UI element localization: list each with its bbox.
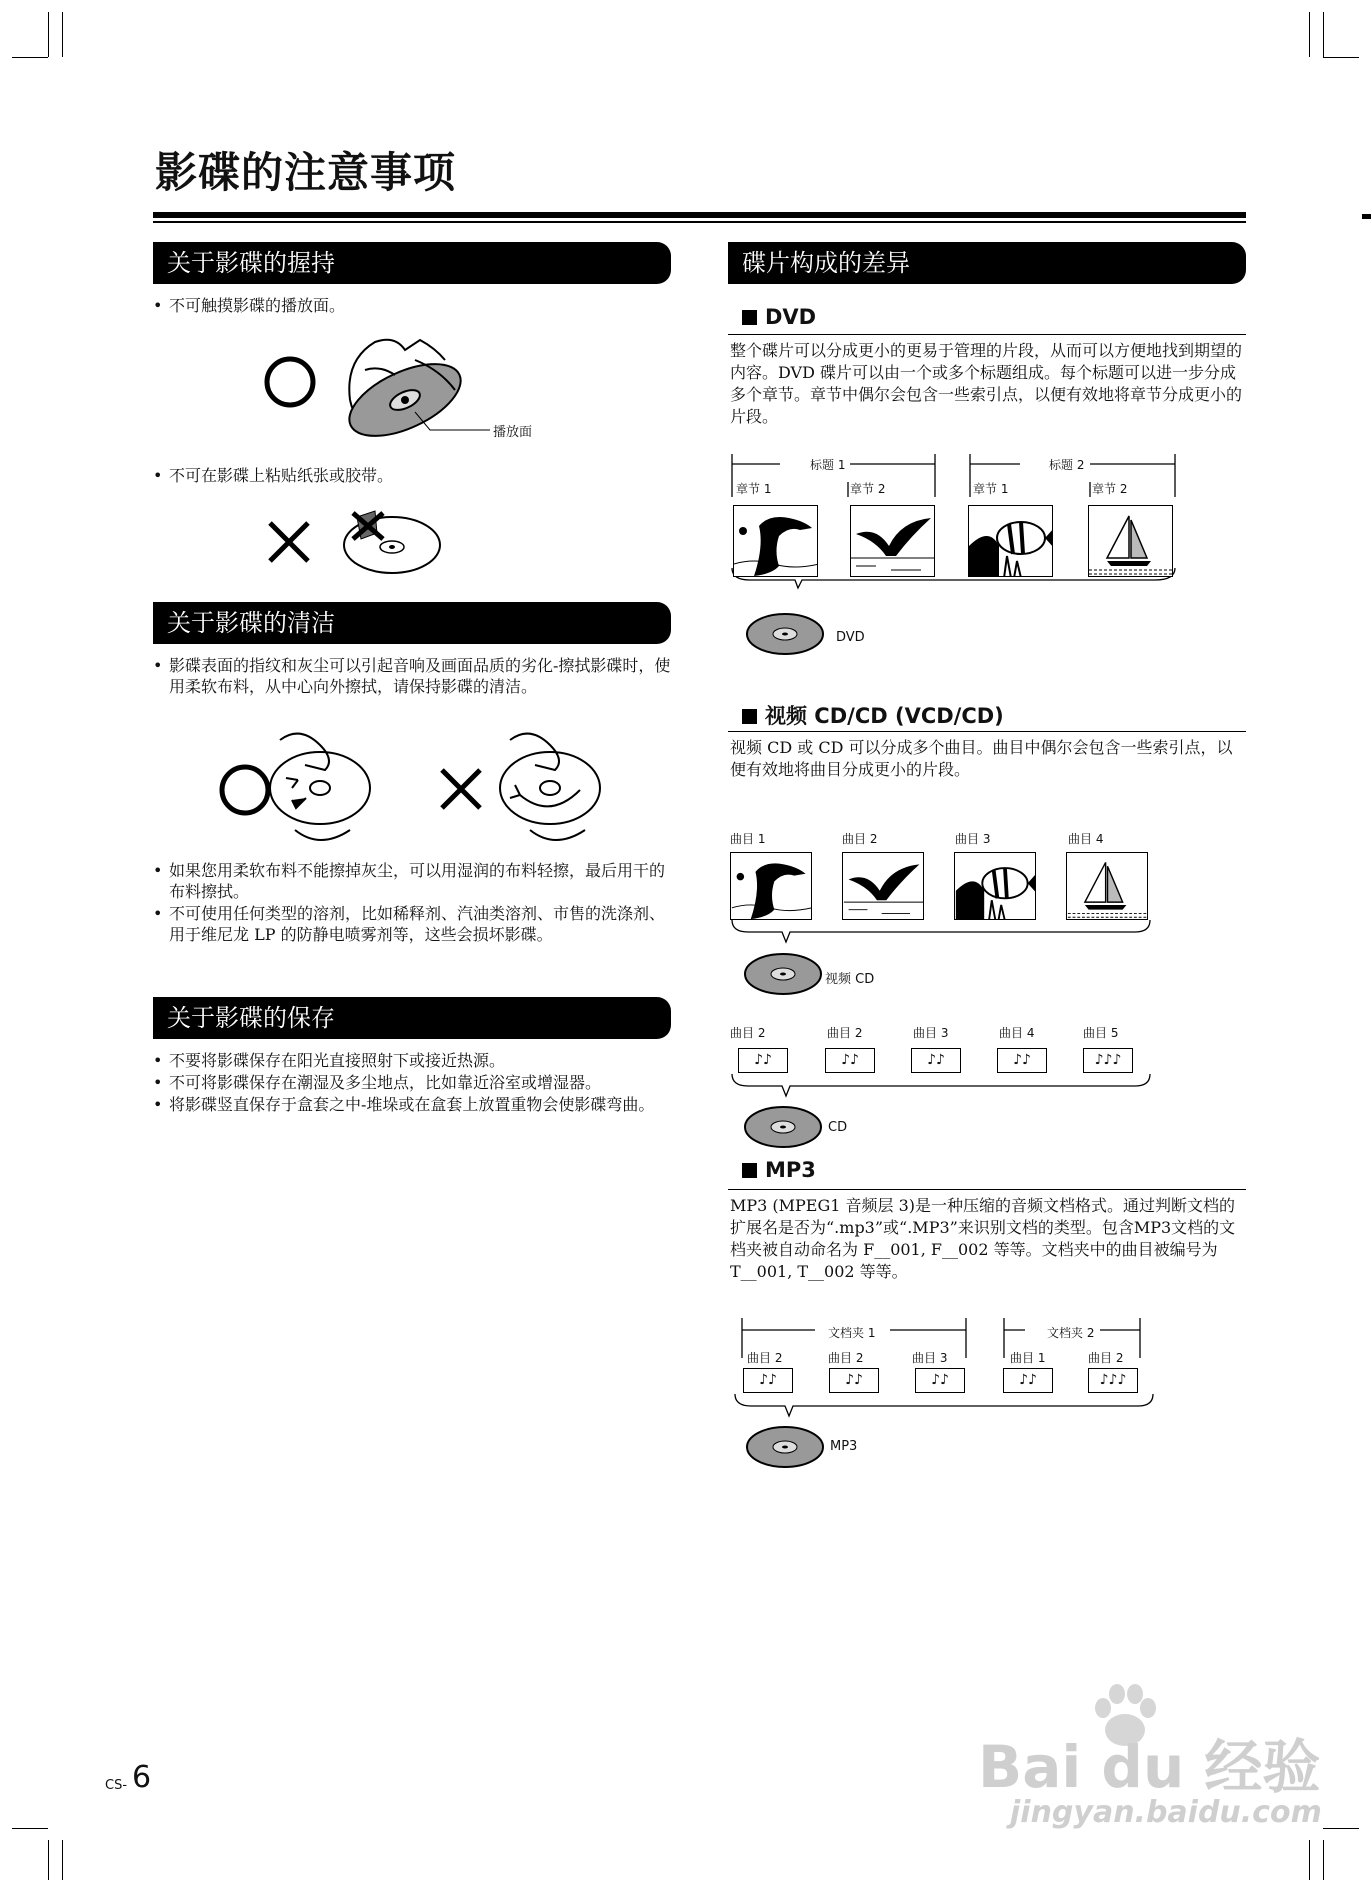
chapter-thumbnail-bird — [850, 505, 935, 577]
music-note-icon: ♪♪ — [738, 1048, 788, 1073]
bird-icon — [843, 853, 924, 920]
dvd-chapter-label: 章节 1 — [736, 482, 772, 496]
section-heading-storage: 关于影碟的保存 — [153, 997, 671, 1039]
mp3-track-label: 曲目 2 — [1088, 1351, 1124, 1365]
vcd-disc-label: 视频 CD — [825, 972, 875, 987]
prohibited-x-icon — [442, 770, 480, 808]
cd-disc-label: CD — [828, 1120, 848, 1135]
cleaning-list-2 — [153, 860, 671, 946]
vcd-bracket — [730, 918, 1155, 948]
vcd-description: 视频 CD 或 CD 可以分成多个曲目。曲目中偶尔会包含一些索引点，以便有效地将曲目分成更小的片段。 — [730, 738, 1233, 779]
square-bullet-icon — [742, 310, 757, 325]
cleaning-list-1 — [153, 655, 671, 698]
square-bullet-icon — [742, 709, 757, 724]
mp3-track-label: 曲目 2 — [747, 1351, 783, 1365]
list-item: • 不可使用任何类型的溶剂，比如稀释剂、汽油类溶剂、市售的洗涤剂、用于维尼龙 LP 的防静电喷雾剂等，这些会损坏影碟。 — [153, 903, 671, 945]
fish-icon — [955, 853, 1036, 920]
handling-list-2 — [153, 465, 671, 487]
vcd-track-label: 曲目 2 — [842, 832, 878, 846]
wrong-wipe-disc-icon — [500, 734, 600, 840]
track-thumbnail-dolphin — [730, 852, 812, 920]
vcd-subheading-text: 视频 CD/CD (VCD/CD) — [765, 704, 1004, 728]
dvd-title-1-label: 标题 1 — [810, 458, 846, 472]
mp3-bracket — [733, 1392, 1158, 1422]
fish-icon — [969, 506, 1053, 577]
watermark-url: jingyan.baidu.com — [1010, 1795, 1322, 1830]
music-note-icon: ♪♪ — [825, 1048, 875, 1073]
crop-mark — [1323, 1840, 1324, 1880]
mp3-description: MP3 (MPEG1 音频层 3)是一种压缩的音频文档格式。通过判断文档的扩展名是否为“.mp3”或“.MP3”来识别文档的类型。包含MP3文档的文档夹被自动命名为 F__001, F__002 等等。文档夹中的曲目被编号为 T__001, T__002 等等。 — [730, 1196, 1236, 1281]
crop-mark — [1323, 1828, 1359, 1829]
play-surface-callout: 播放面 — [493, 425, 533, 440]
ok-circle-icon — [267, 359, 313, 405]
sailboat-icon — [1067, 853, 1148, 920]
music-note-icon: ♪♪ — [915, 1368, 965, 1393]
music-note-icon: ♪♪ — [829, 1368, 879, 1393]
crop-mark — [1309, 12, 1310, 57]
dvd-description: 整个碟片可以分成更小的更易于管理的片段，从而可以方便地找到期望的内容。DVD 碟片可以由一个或多个标题组成。每个标题可以进一步分成多个章节。章节中偶尔会包含一些索引点，以便有效地将章节分成更小的片段。 — [730, 341, 1243, 426]
disc-with-tape-icon — [344, 511, 440, 573]
mp3-track-label: 曲目 1 — [1010, 1351, 1046, 1365]
vcd-track-label: 曲目 1 — [730, 832, 766, 846]
cd-track-label: 曲目 2 — [827, 1026, 863, 1040]
cleaning-illustration — [210, 720, 610, 850]
dvd-disc-icon — [745, 612, 825, 657]
list-item: • 不可触摸影碟的播放面。 — [153, 295, 671, 316]
page-number-prefix: CS- — [105, 1778, 128, 1793]
dvd-subheading — [742, 305, 816, 329]
crop-mark — [62, 1840, 63, 1880]
page-title: 影碟的注意事项 — [155, 148, 457, 197]
mp3-subheading-text: MP3 — [765, 1158, 816, 1182]
section-heading-cleaning: 关于影碟的清洁 — [153, 602, 671, 644]
crop-mark — [1309, 1840, 1310, 1880]
music-note-icon: ♪♪ — [911, 1048, 961, 1073]
chapter-thumbnail-sailboat — [1088, 505, 1173, 577]
bird-icon — [851, 506, 935, 577]
mp3-subheading — [742, 1158, 816, 1182]
list-item: • 不要将影碟保存在阳光直接照射下或接近热源。 — [153, 1050, 671, 1071]
music-note-icon: ♪♪♪ — [1088, 1368, 1138, 1393]
mp3-disc-label: MP3 — [830, 1439, 858, 1454]
cd-track-label: 曲目 5 — [1083, 1026, 1119, 1040]
square-bullet-icon — [742, 1163, 757, 1178]
section-heading-disc-structure: 碟片构成的差异 — [728, 242, 1246, 284]
watermark-brand: Bai du 经验 — [978, 1733, 1321, 1801]
vcd-subheading — [742, 700, 1004, 730]
handling-list-1 — [153, 295, 671, 317]
chapter-thumbnail-fish — [968, 505, 1053, 577]
crop-mark — [12, 1828, 48, 1829]
storage-list — [153, 1050, 671, 1116]
dvd-chapter-label: 章节 2 — [1092, 482, 1128, 496]
chapter-thumbnail-dolphin — [733, 505, 818, 577]
list-item: • 不可在影碟上粘贴纸张或胶带。 — [153, 465, 671, 486]
mp3-folder-1-label: 文档夹 1 — [828, 1326, 876, 1340]
mp3-track-label: 曲目 3 — [912, 1351, 948, 1365]
mp3-disc-icon — [745, 1425, 825, 1470]
dvd-chapter-label: 章节 1 — [973, 482, 1009, 496]
dvd-chapter-label: 章节 2 — [850, 482, 886, 496]
prohibited-x-icon — [270, 523, 308, 561]
cd-track-label: 曲目 4 — [999, 1026, 1035, 1040]
crop-mark — [48, 12, 49, 57]
music-note-icon: ♪♪ — [1003, 1368, 1053, 1393]
vcd-disc-icon — [743, 952, 823, 997]
list-item: • 不可将影碟保存在潮湿及多尘地点，比如靠近浴室或增湿器。 — [153, 1072, 671, 1093]
title-rule — [153, 212, 1246, 218]
track-thumbnail-fish — [954, 852, 1036, 920]
no-sticker-illustration — [265, 505, 445, 580]
cd-bracket — [730, 1072, 1155, 1102]
vcd-track-label: 曲目 3 — [955, 832, 991, 846]
page-number: 6 — [132, 1760, 152, 1795]
dolphin-icon — [734, 506, 818, 577]
title-rule — [153, 221, 1246, 223]
list-item: • 将影碟竖直保存于盒套之中-堆垛或在盒套上放置重物会使影碟弯曲。 — [153, 1094, 671, 1115]
mp3-track-label: 曲目 2 — [828, 1351, 864, 1365]
crop-mark — [62, 12, 63, 57]
cd-track-label: 曲目 2 — [730, 1026, 766, 1040]
list-item: • 影碟表面的指纹和灰尘可以引起音响及画面品质的劣化-擦拭影碟时，使用柔软布料，从中心向外擦拭，请保持影碟的清洁。 — [153, 655, 671, 697]
track-thumbnail-sailboat — [1066, 852, 1148, 920]
dolphin-icon — [731, 853, 812, 920]
section-heading-handling: 关于影碟的握持 — [153, 242, 671, 284]
music-note-icon: ♪♪♪ — [1083, 1048, 1133, 1073]
crop-mark — [48, 1840, 49, 1880]
registration-mark — [1362, 214, 1371, 219]
ok-circle-icon — [222, 767, 268, 813]
dvd-disc-label: DVD — [836, 630, 865, 645]
cd-track-label: 曲目 3 — [913, 1026, 949, 1040]
hand-holding-disc-icon — [339, 340, 471, 445]
vcd-track-label: 曲目 4 — [1068, 832, 1104, 846]
divider — [728, 334, 1246, 335]
track-thumbnail-bird — [842, 852, 924, 920]
list-item: • 如果您用柔软布料不能擦掉灰尘，可以用湿润的布料轻擦，最后用干的布料擦拭。 — [153, 860, 671, 902]
correct-wipe-disc-icon — [270, 734, 370, 840]
music-note-icon: ♪♪ — [743, 1368, 793, 1393]
divider — [728, 731, 1246, 732]
mp3-folder-2-label: 文档夹 2 — [1047, 1326, 1095, 1340]
crop-mark — [12, 57, 48, 58]
music-note-icon: ♪♪ — [997, 1048, 1047, 1073]
cd-disc-icon — [743, 1105, 823, 1150]
dvd-subheading-text: DVD — [765, 305, 817, 329]
crop-mark — [1323, 12, 1324, 57]
sailboat-icon — [1089, 506, 1173, 577]
crop-mark — [1323, 57, 1359, 58]
divider — [728, 1189, 1246, 1190]
dvd-title-2-label: 标题 2 — [1049, 458, 1085, 472]
